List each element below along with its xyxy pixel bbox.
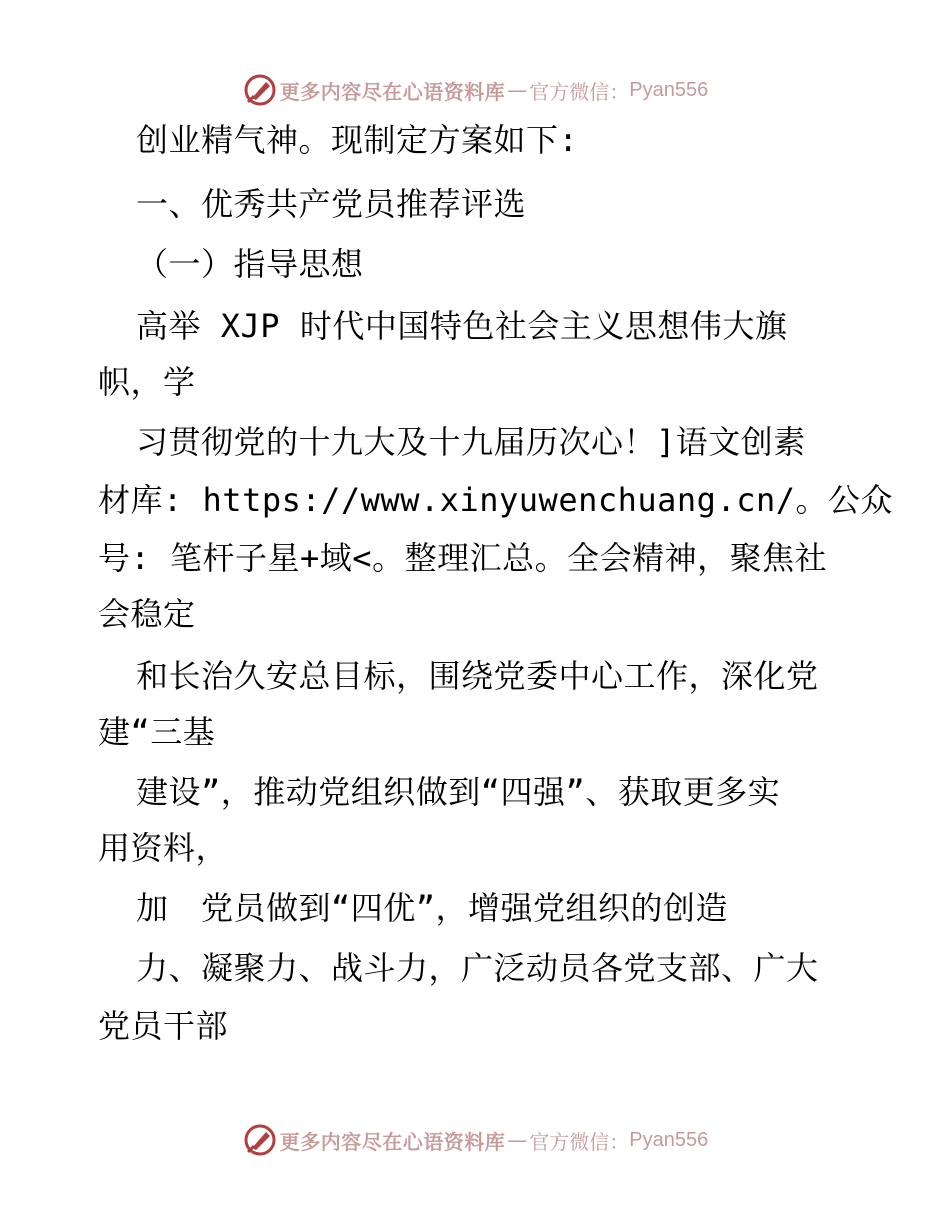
footer-watermark — [0, 1120, 950, 1160]
text-line: 创业精气神。现制定方案如下: — [136, 121, 579, 159]
watermark-brand: 更多内容尽在心语资料库 — [279, 79, 506, 104]
text-line: 高举 XJP 时代中国特色社会主义思想伟大旗 — [136, 307, 788, 345]
pen-logo-icon — [242, 1122, 278, 1158]
section-heading: 一、优秀共产党员推荐评选 — [136, 185, 527, 223]
text-line: 帜，学 — [98, 363, 196, 401]
watermark-official: 官方微信： — [529, 1129, 630, 1154]
text-line: 力、凝聚力、战斗力，广泛动员各党支部、广大 — [136, 949, 819, 987]
text-line: 建设”，推动党组织做到“四强”、获取更多实 — [136, 773, 781, 811]
header-watermark — [0, 70, 950, 110]
watermark-official: 官方微信： — [529, 79, 630, 104]
text-line: 党员干部 — [98, 1007, 229, 1045]
watermark-brand: 更多内容尽在心语资料库 — [279, 1129, 506, 1154]
text-line: 号: 笔杆子星+域<。整理汇总。全会精神，聚焦社 — [98, 539, 828, 577]
subsection-heading: （一）指导思想 — [136, 245, 364, 283]
text-line: 用资料， — [98, 829, 229, 867]
watermark-separator: — — [507, 1128, 528, 1152]
pen-logo-icon — [242, 72, 278, 108]
text-line: 会稳定 — [98, 595, 196, 633]
text-line: 习贯彻党的十九大及十九届历次心！]语文创素 — [136, 423, 806, 461]
text-line: 和长治久安总目标，围绕党委中心工作，深化党 — [136, 657, 819, 695]
watermark-separator: — — [507, 78, 528, 102]
watermark-wechat-id: Pyan556 — [629, 78, 709, 101]
text-line: 材库: https://www.xinyuwenchuang.cn/。公众 — [98, 481, 894, 519]
text-line: 建“三基 — [98, 713, 216, 751]
text-line: 加 党员做到“四优”，增强党组织的创造 — [136, 889, 729, 927]
watermark-wechat-id: Pyan556 — [629, 1128, 709, 1151]
